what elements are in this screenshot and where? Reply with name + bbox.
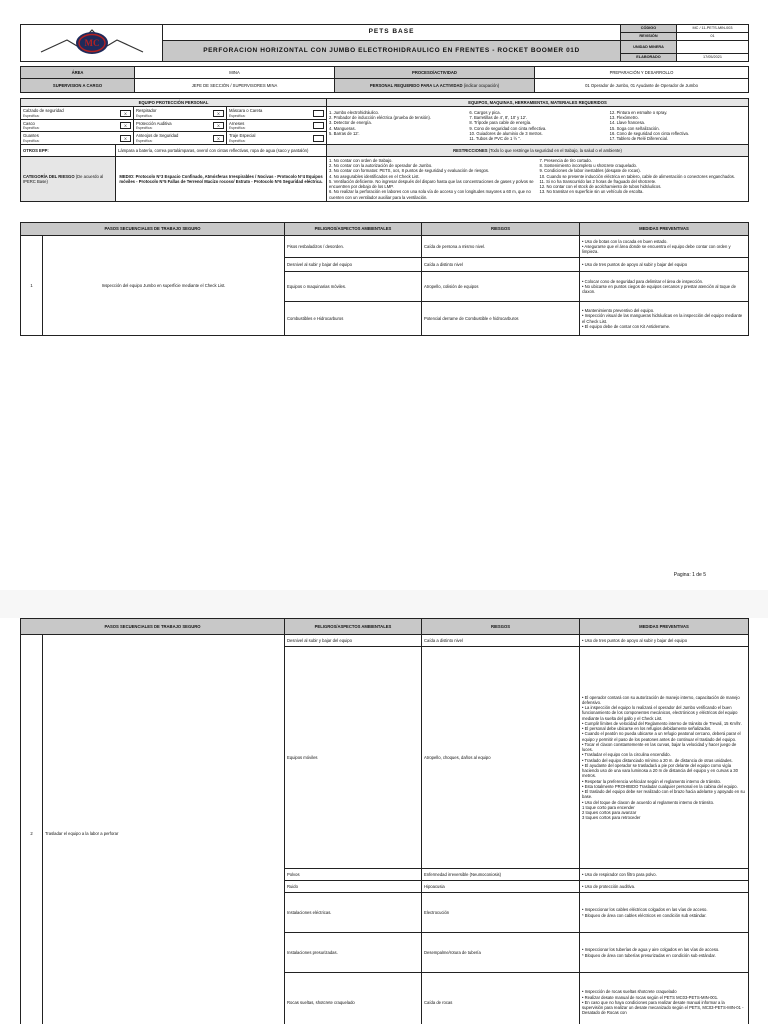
risk-category-label: CATEGORÍA DEL RIESGO [23, 173, 75, 179]
meta-value-revision: 01 [677, 32, 749, 40]
hazard-cell: Equipos o maquinarias móviles. [285, 272, 422, 302]
risk-cell: Enfermedad irreversible (Neumoconiosis) [422, 869, 580, 881]
ppe-goggles: Anteojos de Seguridad [136, 133, 179, 139]
risk-cell: Caída de persona a mismo nivel. [422, 236, 580, 258]
hazard-cell: Desnivel al subir y bajar del equipo [285, 258, 422, 272]
risk-cell: Potencial derrame de Combustible e hidrocarburos [422, 302, 580, 336]
ppe-special-suit: Traje Especial [229, 133, 256, 139]
ppe-checkbox: X [213, 135, 224, 142]
page-separator [0, 590, 768, 618]
risk-cell: Caída a distinto nivel [422, 258, 580, 272]
restrictions-hint: (Todo lo que restringe la seguridad en el trabajo, la salud o el ambiente) [488, 147, 622, 153]
company-logo [21, 25, 163, 62]
logo-text: MC [84, 38, 99, 49]
measure-cell: • Inspección de rocas sueltas shotcrete craquelado • Realizar desate manual de rocas según el PETS MC03-PETS-MIN-001. • En caso que no haya condiciones para realizar desate manual informar a la supervisión para realizar un desate mecanizado según el PETS, MC03-PETS-MIN-01 - Desatado de Rocas con [580, 973, 749, 1024]
meta-label-revision: REVISIÓN [621, 32, 677, 40]
info-table [20, 66, 749, 93]
col-risks-header: RIESGOS [422, 619, 580, 635]
col-steps-header: PASOS SECUENCIALES DE TRABAJO SEGURO [21, 223, 285, 236]
measure-cell: • El operador contará con su autorización de manejo interno, capacitación de manejo defensivo. • La inspección del equipo lo realizará el operador del Jumbo verificando el buen funcionamiento de los componentes mecánicos, electrónicos y eléctricos del equipo mediante la suelta del gallo y el Check List. • Cumplir límites de velocidad del Reglamento interno de tránsito de Trevali, 15 Km/hr. • El personal debe ubicarse en los refugios debidamente señalizados. • Cuando el peatón no pueda ubicarse a un refugio peatonal cercano, deberá parar el equipo y permitir el paso de los peatones antes de continuar el traslado del equipo. • Tocar el claxon constantemente en las curvas, bajar la velocidad y hacer juego de luces. • Trasladar el equipo con la circulina encendido. • Traslado del equipo distanciado mínimo a 20 m. de distancia de otras unidades. • El ayudante del operador se trasladará a pie por delante del equipo como vigía haciendo uso de una vara luminosa a 20 m de distancia del equipo y en curvas a 30 metros. • Respetar la preferencia vehicular según el reglamento interno de tránsito. • Esta totalmente PROHIBIDO Trasladar cualquier personal en la cabina del equipo. • El traslado del equipo debe ser realizado con el brazo hacia adelante y apoyado en su base. • Uso del toque de claxon de acuerdo al reglamento interno de tránsito. 1 toque corto para encender 2 toques cortos para avanzar 3 toques cortos para retroceder [580, 647, 749, 869]
risk-cell: Electrocución [422, 893, 580, 933]
page-number: Pagina: 1 de 5 [673, 572, 706, 578]
area-value: MINA [135, 67, 335, 79]
doc-title: PERFORACION HORIZONTAL CON JUMBO ELECTROHIDRAULICO EN FRENTES - ROCKET BOOMER 01D [163, 40, 621, 61]
risk-cell: Hipoacusia [422, 881, 580, 893]
area-label: ÁREA [21, 67, 135, 79]
ppe-checkbox: X [120, 135, 131, 142]
process-value: PREPARACIÓN Y DESARROLLO [535, 67, 749, 79]
risk-cell: Atropello, colisión de equipos [422, 272, 580, 302]
ppe-checkbox: X [120, 122, 131, 129]
ppe-safety-shoes: Calzado de seguridad [23, 108, 64, 114]
epp-heading: EQUIPO PROTECCIÓN PERSONAL [21, 99, 327, 107]
meta-value-code: MC / 11-PETS-MIN-003 [677, 25, 749, 33]
equipment-list-2: 6. Cargos y pica. 7. Barretillas de 4', 8', 10' y 12'. 8. Trípode para cable de energía. 9. Cono de seguridad con cinta reflectiva. 10. Guiadores de aluminio de 3 metros. 11. Tubos de PVC de 1 ½ ". [469, 109, 547, 141]
measure-cell: • Uso de tres puntos de apoyo al subir y bajar del equipo [580, 258, 749, 272]
restrictions-heading: RESTRICCIONES [453, 147, 488, 153]
col-measures-header: MEDIDAS PREVENTIVAS [580, 223, 749, 236]
equipment-list-1: 1. Jumbo electrohidráulico. 2. Probador de inducción eléctrica (prueba de tensión). 3. Detector de energía. 4. Mangueras. 5. Barras de 12'. [329, 109, 431, 136]
restrictions-list-2: 7. Presencia de tiro cortado. 8. Sostenimiento incompleto u shotcrete craquelado. 9. Condiciones de labor inestables (desqate de rocas). 10. Cuando se presente inducción eléctrica en tablero, cable de alimentación o conectores enganchados. 11. Si no ha transcurrido las 2 horas de fraguado del shotcrete. 12. No contar con el stock de acolchamiento de tubos hidráulicos. 13. No transitar en superficie sin un vehículo de escolta. [539, 157, 736, 195]
supervision-value: JEFE DE SECCIÓN / SUPERVISORES MINA [135, 79, 335, 93]
hazard-cell: Instalaciones presurizadas. [285, 933, 422, 973]
risk-cell: Desempalme/rotura de tubería [422, 933, 580, 973]
ppe-checkbox: X [213, 110, 224, 117]
document-page-2 [0, 618, 768, 1024]
measure-cell: • Inspeccionar los cables eléctricos colgados en las vías de acceso. * Bloqueo de área con cables eléctricos en condición sub estándar. [580, 893, 749, 933]
ppe-checkbox: X [213, 122, 224, 129]
risk-cell: Atropello, choques, daños al equipo [422, 647, 580, 869]
risk-category-value: MEDIO: Protocolo N°3 Espacio Confinado, Atmósferas Irrespirables / Nocivas - Protocolo N°4 Equipos móviles - Protocolo N°5 Fallas de Terreno/ Macizo rocoso/ Estrato - Protocolo N°6 Seguridad eléctrica. [116, 156, 327, 201]
step-number: 1 [21, 236, 43, 336]
measure-cell: • Uso de respirador con filtro para polvo. [580, 869, 749, 881]
otros-epp-value: Lámpara a batería, correa portalámparas, overol con cintas reflectivas, ropa de agua (saco y pantalón) [116, 144, 327, 156]
ppe-helmet: Casco [23, 120, 35, 126]
mc-logo-icon [37, 26, 147, 58]
ppe-gloves: Guantes [23, 133, 39, 139]
meta-value-unit [677, 40, 749, 53]
steps-table-page-1 [20, 222, 749, 336]
supervision-label: SUPERVISION A CARGO [21, 79, 135, 93]
meta-label-code: CÓDIGO [621, 25, 677, 33]
restrictions-list-1: 1. No contar con orden de trabajo. 2. No contar con la autorización de operador de Jumbo. 3. No contar con formatos: PETS, ocs, 8 puntos de seguridad y evaluación de riesgos. 4. No asegurables identificados en el Check List. 5. Ventilación deficiente. No ingresar después del disparo hasta que las concentraciones de gases y polvos se encuentren por debajo de los LMP. 6. No realizar la perforación en labores con una sola vía de acceso y con longitudes mayores a 60 m, que no cuenten con un ventilador auxiliar para la ventilación. [329, 157, 534, 200]
risk-category-hint: (De acuerdo al IPERC Base) [23, 173, 104, 184]
ppe-checkbox [313, 110, 324, 117]
steps-table-page-2 [20, 618, 749, 1024]
risk-cell: Caída de rocas [422, 973, 580, 1024]
process-label: PROCESO/ACTIVIDAD [335, 67, 535, 79]
hazard-cell: Equipos móviles [285, 647, 422, 869]
doc-type: PETS BASE [163, 25, 621, 41]
hazard-cell: Ruido [285, 881, 422, 893]
otros-epp-label: OTROS EPP: [21, 144, 116, 156]
meta-label-unit: UNIDAD MINERA [621, 40, 677, 53]
equipment-list-3: 12. Pintura en esmalte o spray. 13. Flexómetro. 14. Llave francesa. 15. Soga con señalización. 16. Cono de seguridad con cinta reflectiva. 17. Tablero de Relé Diferencial. [609, 109, 690, 141]
hazard-cell: Polvos [285, 869, 422, 881]
meta-value-elaborated: 17/05/2021 [677, 54, 749, 62]
table-row [21, 635, 749, 647]
measure-cell: • Uso de botas con la cocada en buen estado. • Asegurarse que el área donde se encuentra el equipo debe contar con orden y limpieza. [580, 236, 749, 258]
meta-label-elaborated: ELABORADO [621, 54, 677, 62]
personnel-label: PERSONAL REQUERIDO PARA LA ACTIVIDAD [369, 82, 463, 88]
measure-cell: • Inspeccionar los tuberías de agua y aire colgados en las vías de acceso. * Bloqueo de área con tuberías presurizadas en condición sub estándar. [580, 933, 749, 973]
ppe-hearing: Protección Auditiva [136, 120, 172, 126]
col-risks-header: RIESGOS [422, 223, 580, 236]
col-hazards-header: PELIGROS/ASPECTOS AMBIENTALES [285, 619, 422, 635]
hazard-cell: Instalaciones eléctricas. [285, 893, 422, 933]
step-number: 2 [21, 635, 43, 1024]
measure-cell: • Uso de protección auditiva. [580, 881, 749, 893]
ppe-checkbox [313, 135, 324, 142]
measure-cell: • Uso de tres puntos de apoyo al subir y bajar del equipo [580, 635, 749, 647]
personnel-value: 01 Operador de Jumbo, 01 Ayudante de Operador de Jumbo [535, 79, 749, 93]
hazard-cell: Pisos resbaladizos / desorden. [285, 236, 422, 258]
epp-table: EQUIPO PROTECCIÓN PERSONAL EQUIPOS, MAQUINAS, HERRAMIENTAS, MATERIALES REQUERIDOS Calzado de seguridad Especifica: X Respirador Especifica: X Máscara o Careta Especifica: 1. Jumbo electrohidráulico. 2. Probador de inducción eléctrica (prueba de tensión). 3. Detector de energía. 4. Mangueras. 5. Barras de 12'. 6. Cargos y pica. 7. Barretillas de 4', 8', 10' y 12'. 8. Trípode para cable de energía. 9. Cono de seguridad con cinta reflectiva. 10. Guiadores de aluminio de 3 metros. 11. Tubos de PVC de 1 ½ ". 12. Pintura en esmalte o spray. 13. Flexómetro. 14. Llave francesa. 15. Soga con señalización. 16. Cono de seguridad con cinta reflectiva. 17. Tablero de Relé Diferencial. Casco Especifica: X Protección Auditiva Especifica: X Arneses Especifica: Guantes Especifica: X Anteojos de Seguridad Especifica: X Traje Especial Especifica: OTROS EPP: Lámpara a batería, correa portalámparas, overol con cintas reflectivas, ropa de agua (saco y pantalón) RESTRICCIONES (Todo lo que restringe la seguridad en el trabajo, la salud o el ambiente) CATEGORÍA DEL RIESGO (De acuerdo al IPERC Base) MEDIO: Protocolo N°3 Espacio Confinado, Atmósferas Irrespirables / Nocivas - Protocolo N°4 Equipos móviles - Protocolo N°5 Fallas de Terreno/ Macizo rocoso/ Estrato - Protocolo N°6 Seguridad eléctrica. 1. No contar con orden de trabajo. 2. No contar con la autorización de operador de Jumbo. 3. No contar con formatos: PETS, ocs, 8 puntos de seguridad y evaluación de riesgos. 4. No asegurables identificados en el Check List. 5. Ventilación deficiente. No ingresar después del disparo hasta que las concentraciones de gases y polvos se encuentren por debajo de los LMP. 6. No realizar la perforación en labores con una sola vía de acceso y con longitudes mayores a 60 m, que no cuenten con un ventilador auxiliar para la ventilación. 7. Presencia de tiro cortado. 8. Sostenimiento incompleto u shotcrete craquelado. 9. Condiciones de labor inestables (desqate de rocas). 10. Cuando se presente inducción eléctrica en tablero, cable de alimentación o conectores enganchados. 11. Si no ha transcurrido las 2 horas de fraguado del shotcrete. 12. No contar con el stock de acolchamiento de tubos hidráulicos. 13. No transitar en superficie sin un vehículo de escolta. [20, 98, 749, 202]
step-text: Inspección del equipo Jumbo en superficie mediante el Check List. [43, 236, 285, 336]
header-table [20, 24, 749, 62]
table-row [21, 236, 749, 258]
step-text: Trasladar el equipo a la labor a perforar [43, 635, 285, 1024]
equipment-heading: EQUIPOS, MAQUINAS, HERRAMIENTAS, MATERIALES REQUERIDOS [327, 99, 749, 107]
risk-cell: Caída a distinto nivel [422, 635, 580, 647]
col-measures-header: MEDIDAS PREVENTIVAS [580, 619, 749, 635]
ppe-respirator: Respirador [136, 108, 157, 114]
hazard-cell: Desnivel al subir y bajar del equipo [285, 635, 422, 647]
hazard-cell: Combustibles e Hidrocarburos [285, 302, 422, 336]
ppe-checkbox: X [120, 110, 131, 117]
ppe-harness: Arneses [229, 120, 245, 126]
measure-cell: • Colocar cono de seguridad para delimitar el área de inspección. • No ubicarse en puntos ciegos de equipos cercanos y prestar atención al toque de claxon. [580, 272, 749, 302]
col-steps-header: PASOS SECUENCIALES DE TRABAJO SEGURO [21, 619, 285, 635]
personnel-hint: (indicar ocupación) [463, 82, 500, 88]
col-hazards-header: PELIGROS/ASPECTOS AMBIENTALES [285, 223, 422, 236]
ppe-checkbox [313, 122, 324, 129]
hazard-cell: Rocas sueltas, shotcrete craquelado [285, 973, 422, 1024]
measure-cell: • Mantenimiento preventivo del equipo. • Inspección visual de las mangueras hidráulicas en la inspección del equipo mediante el Check List. • El equipo debe de contar con Kit Antiderrame. [580, 302, 749, 336]
ppe-face-shield: Máscara o Careta [229, 108, 263, 114]
